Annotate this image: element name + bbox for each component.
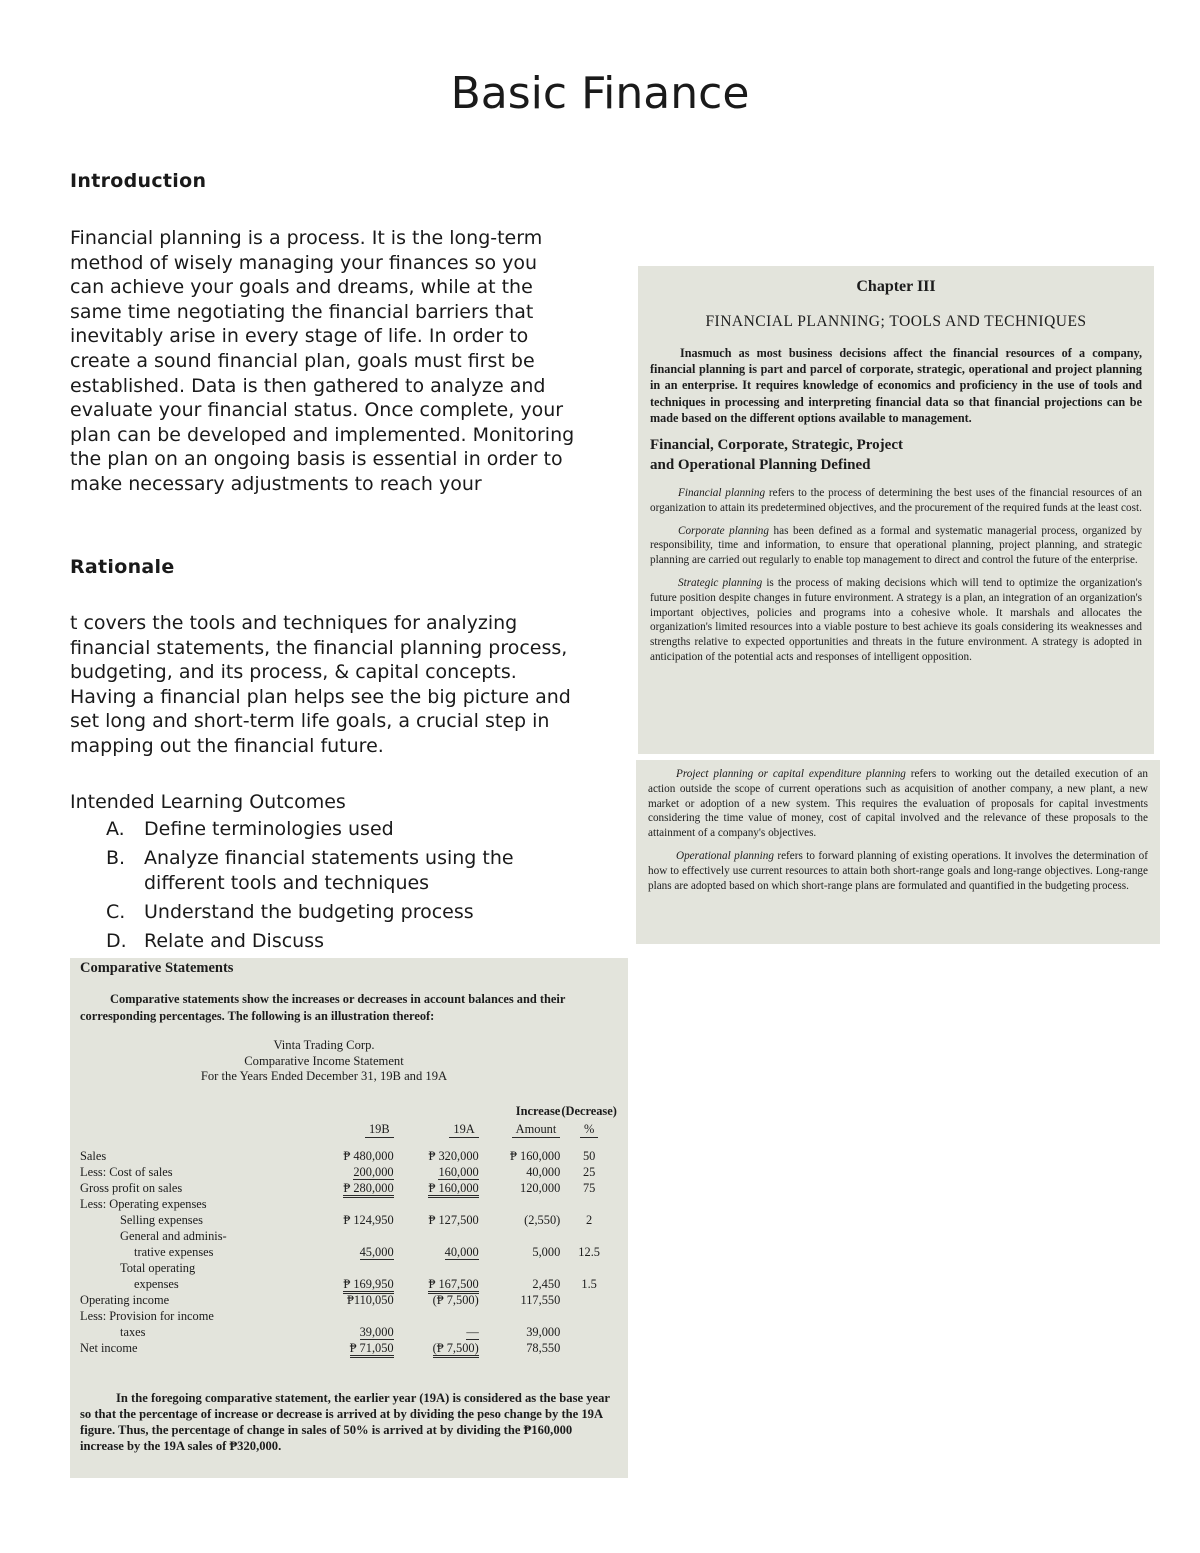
table-row — [80, 1276, 618, 1292]
cell-19a: 160,000 — [438, 1164, 479, 1179]
cell-amount: 117,550 — [520, 1292, 561, 1307]
cell-amount: ₱ 160,000 — [510, 1148, 561, 1163]
cell-19a: ₱ 320,000 — [428, 1148, 479, 1163]
outcome-item — [106, 929, 566, 954]
cell-pct: 25 — [582, 1164, 596, 1179]
table-row — [80, 1308, 618, 1324]
row-label: Operating income — [80, 1292, 170, 1307]
definition-corporate-planning — [650, 524, 1142, 568]
cell-19b: ₱ 169,950 — [343, 1277, 393, 1294]
row-label: Less: Cost of sales — [80, 1164, 173, 1179]
row-label: General and adminis- — [120, 1228, 227, 1243]
table-row — [80, 1164, 618, 1180]
table-row — [80, 1324, 618, 1340]
table-row — [80, 1228, 618, 1244]
cell-19a: (₱ 7,500) — [432, 1292, 479, 1307]
definition-project-planning — [648, 767, 1148, 841]
cell-19b: ₱ 71,050 — [350, 1341, 394, 1358]
chapter-intro: Inasmuch as most business decisions affect the financial resources of a company, financial planning is part and parcel of corporate, strategic, operational and project planning in an enterprise. It requires knowledge of economics and proficiency in the use of tools and techniques in processing and interpreting financial data so that financial projections can be made based on the different options available to management. — [650, 346, 1142, 425]
cell-19a: (₱ 7,500) — [433, 1341, 479, 1358]
outcome-text: Define terminologies used — [144, 818, 394, 840]
rationale-heading: Rationale — [70, 556, 175, 578]
cell-19b: ₱ 124,950 — [343, 1212, 394, 1227]
col-19b: 19B — [365, 1121, 394, 1138]
definition-term: Operational planning — [676, 849, 774, 862]
cell-amount: 40,000 — [526, 1164, 561, 1179]
comparative-scan-image — [70, 958, 628, 1478]
outcome-text: Understand the budgeting process — [144, 900, 474, 923]
row-label: Sales — [80, 1148, 107, 1163]
row-label: Total operating — [120, 1260, 196, 1275]
cell-amount: 78,550 — [526, 1340, 561, 1355]
cell-pct: 1.5 — [581, 1276, 597, 1291]
definition-financial-planning — [650, 486, 1142, 516]
outcome-text: Relate and Discuss — [144, 929, 325, 952]
subheading-line: Financial, Corporate, Strategic, Project — [650, 437, 903, 454]
cell-pct — [560, 1292, 618, 1308]
col-pct: % — [580, 1121, 598, 1138]
statement-name: Comparative Income Statement — [244, 1053, 404, 1068]
cell-19a: 40,000 — [444, 1244, 479, 1259]
col-increase: Increase — [515, 1103, 561, 1118]
outcome-letter: D. — [106, 929, 127, 952]
cell-19b: 39,000 — [359, 1324, 394, 1339]
definition-text: refers to forward planning of existing operations. It involves the determination of how to effectively use current resources to attain both short-range goals and long-range objectives. Long-range plans are adopted based on which short-range plans are formulated and quantified in the budgeting process. — [648, 849, 1148, 892]
subheading-line: and Operational Planning Defined — [650, 457, 871, 474]
definition-term: Corporate planning — [678, 524, 769, 537]
outcome-item — [106, 817, 566, 842]
outcome-letter: C. — [106, 900, 126, 923]
table-header-row — [80, 1103, 618, 1121]
cell-amount: 2,450 — [532, 1276, 561, 1291]
definition-text: is the process of making decisions which will tend to optimize the organization's future position despite changes in future environment. A strategy is a plan, an integration of an organization's important objectives, policies and programs into a cohesive whole. It marshals and allocates the organization's limited resources into a viable posture to best achieve its goals considering its weaknesses and strengths relative to expected opportunities and threats in the future environment. A strategy is adopted in anticipation of the potential acts and responses of intelligent opposition. — [650, 577, 1142, 663]
cell-pct: 50 — [582, 1148, 596, 1163]
cell-pct: 75 — [582, 1180, 596, 1195]
table-row — [80, 1148, 618, 1164]
col-19a: 19A — [449, 1121, 478, 1138]
outcome-item — [106, 846, 566, 895]
definition-strategic-planning — [650, 576, 1142, 665]
document-title: Basic Finance — [450, 68, 750, 119]
row-label: Selling expenses — [120, 1212, 203, 1227]
definition-term: Project planning or capital expenditure planning — [676, 768, 906, 780]
table-row — [80, 1340, 618, 1356]
statement-period: For the Years Ended December 31, 19B and 19A — [200, 1069, 448, 1083]
outcomes-list — [106, 817, 566, 958]
col-decrease: (Decrease) — [561, 1103, 617, 1118]
cell-19a: ₱ 167,500 — [428, 1277, 478, 1294]
table-row — [80, 1212, 618, 1228]
table-row — [80, 1244, 618, 1260]
income-statement-table — [80, 1103, 618, 1356]
company-name: Vinta Trading Corp. — [273, 1038, 375, 1052]
cell-amount: (2,550) — [524, 1212, 561, 1227]
table-row — [80, 1260, 618, 1276]
cell-19b: ₱ 480,000 — [343, 1148, 394, 1163]
cell-19b: ₱ 280,000 — [343, 1181, 393, 1198]
rationale-text: t covers the tools and techniques for analyzing financial statements, the financial planning process, budgeting, and its process, & capital concepts. Having a financial plan helps see the big picture and set long and short-term life goals, a crucial step in mapping out the financial future. — [70, 612, 571, 757]
row-label: trative expenses — [134, 1244, 214, 1259]
project-scan-image — [636, 760, 1160, 944]
introduction-text: Financial planning is a process. It is the long-term method of wisely managing your finances so you can achieve your goals and dreams, while at the same time negotiating the financial barriers that inevitably arise in every stage of life. In order to create a sound financial plan, goals must first be established. Data is then gathered to analyze and evaluate your financial status. Once complete, your plan can be developed and implemented. Monitoring the plan on an ongoing basis is essential in order to make necessary adjustments to reach your — [70, 227, 575, 495]
introduction-heading: Introduction — [70, 170, 207, 192]
cell-pct — [560, 1324, 618, 1340]
table-row — [80, 1196, 618, 1212]
row-label: Less: Operating expenses — [80, 1196, 207, 1211]
table-row — [80, 1180, 618, 1196]
comparative-heading: Comparative Statements — [80, 960, 234, 976]
chapter-title: FINANCIAL PLANNING; TOOLS AND TECHNIQUES — [705, 313, 1087, 330]
row-label: Net income — [80, 1340, 138, 1355]
chapter-scan-image — [638, 266, 1154, 754]
row-label: taxes — [120, 1324, 146, 1339]
cell-pct: 12.5 — [578, 1244, 600, 1259]
cell-19a: ₱ 127,500 — [428, 1212, 479, 1227]
outcome-text: Analyze financial statements using the different tools and techniques — [144, 847, 514, 894]
comparative-intro: Comparative statements show the increases or decreases in account balances and their corresponding percentages. The following is an illustration thereof: — [80, 992, 566, 1023]
outcome-letter: A. — [106, 818, 125, 840]
cell-19a: ₱ 160,000 — [428, 1181, 478, 1198]
cell-pct: 2 — [586, 1212, 593, 1227]
cell-19b: ₱110,050 — [346, 1292, 394, 1307]
definition-text: has been defined as a formal and systematic managerial process, organized by responsibility, time and information, to ensure that operational planning, project planning, and strategic planning are carried out regularly to enable top management to direct and control the future of the enterprise. — [650, 524, 1142, 567]
table-row — [80, 1292, 618, 1308]
outcome-item — [106, 900, 566, 925]
definition-text: refers to the process of determining the best uses of the financial resources of an organization to attain its predetermined objectives, and the procurement of the required funds at the least cost. — [650, 487, 1142, 514]
definition-term: Strategic planning — [678, 577, 763, 589]
chapter-number: Chapter III — [856, 278, 936, 295]
comparative-note: In the foregoing comparative statement, the earlier year (19A) is considered as the base year so that the percentage of increase or decrease is arrived at by dividing the peso change by the 19A figure. Thus, the percentage of change in sales of 50% is arrived at by dividing the ₱160,000 increase by the 19A sales of ₱320,000. — [80, 1390, 610, 1453]
table-header-row — [80, 1121, 618, 1148]
row-label: Gross profit on sales — [80, 1180, 183, 1195]
cell-amount: 120,000 — [520, 1180, 561, 1195]
chapter-subheading — [650, 435, 1142, 475]
definition-operational-planning — [648, 849, 1148, 893]
cell-pct — [560, 1340, 618, 1356]
cell-19a: — — [466, 1324, 479, 1339]
row-label: Less: Provision for income — [80, 1308, 214, 1323]
row-label: expenses — [134, 1276, 179, 1291]
definition-text: refers to working out the detailed execution of an action outside the scope of current operations such as acquisition of another company, a new plant, a new market or adoption of a new system. This requires the evaluation of proposals for capital investments considering the time value of money, cost of capital involved and the relevance of these proposals to the attainment of a company's objectives. — [648, 768, 1148, 840]
cell-19b: 45,000 — [359, 1244, 394, 1259]
outcomes-title: Intended Learning Outcomes — [70, 791, 346, 813]
cell-19b: 200,000 — [353, 1164, 394, 1179]
cell-amount: 5,000 — [532, 1244, 561, 1259]
cell-amount: 39,000 — [526, 1324, 561, 1339]
statement-header — [80, 1038, 618, 1085]
definition-term: Financial planning — [678, 487, 766, 500]
outcome-letter: B. — [106, 847, 126, 870]
col-amount: Amount — [512, 1121, 561, 1138]
